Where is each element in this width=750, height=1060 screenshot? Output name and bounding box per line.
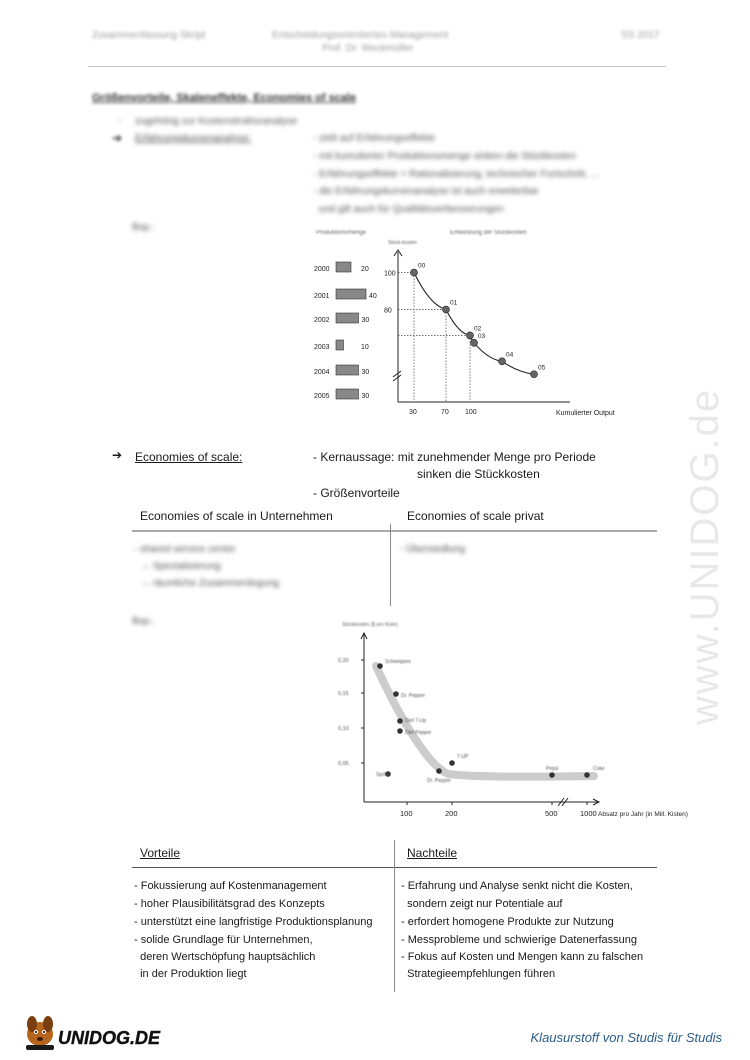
arrow-icon: ➔	[112, 448, 123, 462]
y-tick-label: 0,20	[338, 658, 349, 664]
experience-curve-chart	[300, 222, 615, 432]
left-item: → räumliche Zusammenlegung	[140, 578, 279, 589]
erfahrung-line: und gilt auch für Qualitätsverbesserungen	[313, 204, 504, 215]
section-title: Größenvorteile, Skaleneffekte, Economies of scale	[92, 92, 357, 104]
table2-divider	[394, 840, 395, 992]
x-tick-label: 1000	[580, 809, 597, 818]
bar-year-label: 2005	[314, 393, 330, 400]
vorteil-item: - unterstützt eine langfristige Produktionsplanung	[134, 916, 373, 928]
x-tick-label: 100	[465, 409, 477, 416]
vorteil-item: deren Wertschöpfung hauptsächlich	[134, 951, 316, 963]
y-tick-label: 80	[384, 307, 392, 315]
bar-year-label: 2000	[314, 266, 330, 273]
bsp-label: Bsp.:	[132, 616, 155, 627]
chart1-ylabel: Stück-kosten	[388, 240, 417, 246]
point-label: Sprite	[376, 772, 390, 778]
economies-line: - Kernaussage: mit zunehmender Menge pro Periode	[313, 450, 596, 464]
bar	[336, 389, 359, 399]
scatter-point	[377, 663, 383, 669]
nachteil-item: sondern zeigt nur Potentiale auf	[401, 898, 563, 910]
bar-year-label: 2002	[314, 317, 330, 324]
curve-point	[443, 306, 450, 313]
header-right: SS 2017	[621, 30, 660, 41]
right-item: - Übersiedlung	[400, 544, 466, 555]
table1-rule	[132, 530, 657, 532]
scatter-point	[397, 718, 403, 724]
point-label: Pepsi	[546, 766, 559, 772]
scatter-point	[584, 772, 590, 778]
point-label: 05	[538, 364, 546, 372]
watermark-text: www.UNIDOG.de	[683, 387, 727, 725]
nachteil-item: - Messprobleme und schwierige Datenerfassung	[401, 934, 638, 946]
point-label: Diet 7-Up	[405, 718, 427, 724]
nachteil-item: - Fokus auf Kosten und Mengen kann zu falschen	[401, 951, 644, 963]
erfahrung-line: - die Erfahrungskurvenanalyse ist auch erweiterbar	[313, 186, 539, 197]
header-center-line2: Prof. Dr. Weckmüller	[322, 43, 414, 54]
vorteil-item: - solide Grundlage für Unternehmen,	[134, 934, 313, 946]
chart2-ylabel: Stückkosten ($ pro Kiste)	[342, 622, 398, 628]
economies-line: sinken die Stückkosten	[417, 467, 540, 481]
erfahrung-line: - Erfahrungseffekte = Rationalisierung, technischer Fortschritt, ...	[313, 169, 599, 180]
arrow-icon: ➔	[112, 131, 123, 145]
nachteil-item: Strategieempfehlungen führen	[401, 968, 556, 980]
left-item: → Spezialisierung	[140, 561, 221, 572]
vorteil-item: in der Produktion liegt	[134, 968, 247, 980]
bar-year-label: 2001	[314, 293, 330, 300]
point-label: 02	[474, 325, 482, 333]
vorteil-item: - hoher Plausibilitätsgrad des Konzepts	[134, 898, 325, 910]
bsp-label: Bsp.:	[132, 222, 155, 233]
x-tick-label: 70	[441, 409, 449, 416]
x-tick-label: 30	[409, 409, 417, 416]
point-label: Schweppes	[385, 659, 411, 665]
chart2-points	[376, 659, 605, 784]
curve-point	[411, 269, 418, 276]
y-tick-label: 0,10	[338, 726, 349, 732]
watermark	[640, 270, 750, 730]
intro-bullet: zugehörig zur Kostenstrukturanalyse	[135, 116, 298, 127]
scatter-point	[449, 760, 455, 766]
table1-divider	[390, 524, 391, 606]
chart2-axes	[338, 633, 599, 818]
point-label: 7-UP	[457, 754, 469, 760]
bar-value-label: 20	[361, 266, 369, 273]
y-tick-label: 0,15	[338, 691, 349, 697]
economies-line: - Größenvorteile	[313, 486, 400, 500]
point-label: Coke	[593, 766, 605, 772]
scatter-point	[436, 768, 442, 774]
bar-year-label: 2003	[314, 344, 330, 351]
curve-point	[471, 339, 478, 346]
chart1-title-right: Entwicklung der Stückkosten	[450, 230, 527, 236]
economies-label: Economies of scale:	[135, 450, 243, 464]
dog-icon	[26, 1016, 54, 1050]
nachteil-item: - Erfahrung und Analyse senkt nicht die Kosten,	[401, 880, 633, 892]
erfahrung-label: Erfahrungskurvenanalyse:	[135, 133, 252, 144]
bar-year-label: 2004	[314, 369, 330, 376]
curve-point	[467, 332, 474, 339]
erfahrung-line: - zielt auf Erfahrungseffekte	[313, 133, 436, 144]
bar-value-label: 30	[361, 317, 370, 324]
scatter-point	[397, 728, 403, 734]
bar-value-label: 10	[361, 344, 369, 351]
point-label: Diet Pepper	[405, 730, 432, 736]
chart2-xlabel: Absatz pro Jahr (in Mill. Kisten)	[598, 811, 688, 818]
curve-point	[531, 371, 538, 378]
x-tick-label: 100	[400, 809, 413, 818]
y-tick-label: 100	[384, 270, 396, 278]
x-tick-label: 200	[445, 809, 458, 818]
cost-curve	[414, 273, 534, 375]
intro-bullet-marker: -	[118, 116, 122, 127]
col-right-header: Economies of scale privat	[407, 509, 544, 523]
point-label: 00	[418, 262, 426, 270]
bar	[336, 289, 366, 299]
bar-value-label: 40	[369, 293, 377, 300]
bar	[336, 365, 359, 375]
point-label: Dr. Pepper	[427, 778, 451, 784]
point-label: 03	[478, 332, 486, 340]
chart1-title-left: Produktionsmenge	[316, 230, 367, 236]
scatter-point	[549, 772, 555, 778]
chart1-bars	[314, 262, 377, 400]
scale-economies-chart	[330, 618, 688, 840]
point-label: 01	[450, 299, 458, 307]
bar	[336, 340, 344, 350]
point-label: Dr. Pepper	[401, 693, 425, 699]
point-label: 04	[506, 351, 514, 359]
bar	[336, 262, 351, 272]
bar	[336, 313, 359, 323]
vorteile-title: Vorteile	[140, 846, 181, 860]
header-center-line1: Entscheidungsorientiertes Management	[272, 30, 449, 41]
scatter-point	[393, 691, 399, 697]
y-tick-label: 0,05	[338, 761, 349, 767]
x-tick-label: 500	[545, 809, 558, 818]
nachteile-title: Nachteile	[407, 846, 458, 860]
bar-value-label: 30	[361, 369, 370, 376]
footer-slogan: Klausurstoff von Studis für Studis	[530, 1030, 722, 1045]
vorteil-item: - Fokussierung auf Kostenmanagement	[134, 880, 327, 892]
bar-value-label: 30	[361, 393, 370, 400]
left-item: - shared service center	[134, 544, 236, 555]
logo-text: UNIDOG.DE	[58, 1028, 161, 1048]
chart1-curve	[398, 263, 546, 403]
nachteil-item: - erfordert homogene Produkte zur Nutzung	[401, 916, 614, 928]
col-left-header: Economies of scale in Unternehmen	[140, 509, 333, 523]
erfahrung-line: - mit kumulierter Produktionsmenge sinken die Stückkosten	[313, 151, 576, 162]
chart1-xlabel: Kumulierter Output	[556, 410, 615, 417]
header-rule	[88, 66, 666, 67]
unidog-logo[interactable]	[22, 1012, 162, 1057]
curve-point	[499, 358, 506, 365]
header-left: Zusammenfassung Skript	[92, 30, 206, 41]
